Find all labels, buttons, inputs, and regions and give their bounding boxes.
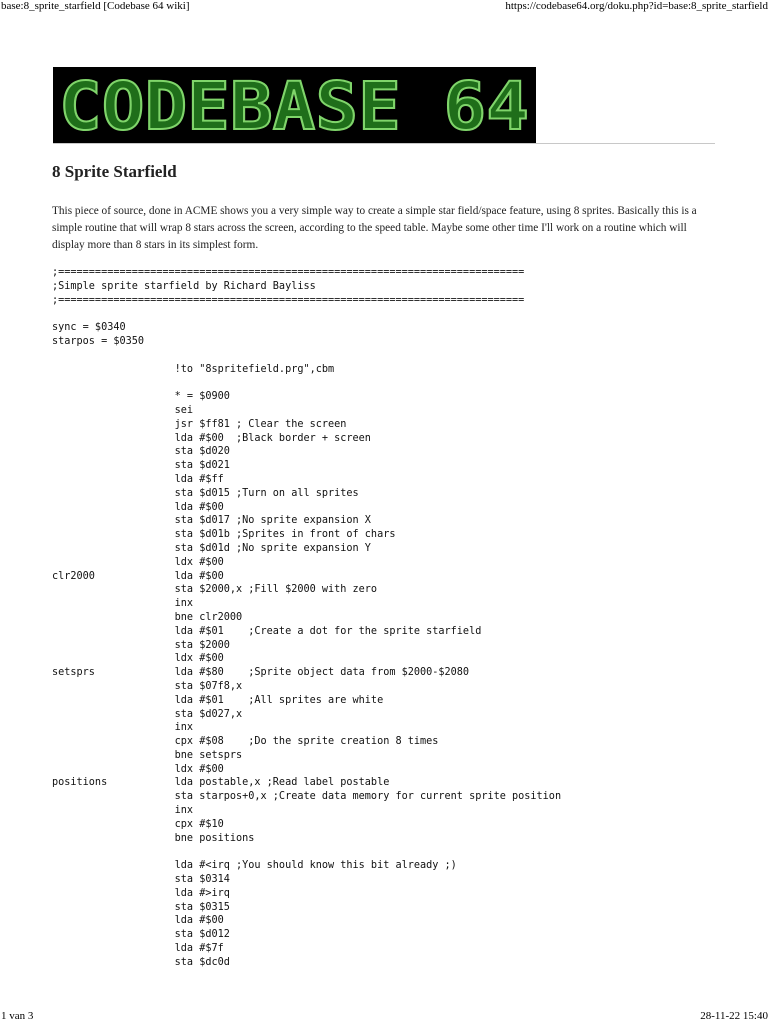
code-line: setsprs lda #$80 ;Sprite object data from $2000-$2080 bbox=[52, 667, 470, 679]
code-line: sta $0315 bbox=[52, 901, 230, 913]
print-datetime: 28-11-22 15:40 bbox=[700, 1010, 768, 1022]
code-line: ;============================================================================ bbox=[52, 294, 525, 306]
code-line: sta $d01d ;No sprite expansion Y bbox=[52, 542, 371, 554]
code-line: !to "8spritefield.prg",cbm bbox=[52, 363, 335, 375]
code-line: lda #<irq ;You should know this bit already ;) bbox=[52, 860, 457, 872]
code-line: ldx #$00 bbox=[52, 653, 224, 665]
codebase64-logo-graphic bbox=[53, 67, 536, 143]
code-line: sta $dc0d bbox=[52, 956, 230, 968]
code-line: lda #$00 ;Black border + screen bbox=[52, 432, 371, 444]
code-line: lda #$00 bbox=[52, 501, 224, 513]
code-line: sta starpos+0,x ;Create data memory for current sprite position bbox=[52, 791, 562, 803]
code-line: sta $d01b ;Sprites in front of chars bbox=[52, 529, 396, 541]
code-line: starpos = $0350 bbox=[52, 335, 145, 347]
code-block bbox=[52, 266, 561, 970]
code-line: sta $d012 bbox=[52, 929, 230, 941]
print-page-number: 1 van 3 bbox=[1, 1010, 34, 1022]
code-line: sta $d017 ;No sprite expansion X bbox=[52, 515, 371, 527]
code-line: positions lda postable,x ;Read label postable bbox=[52, 777, 390, 789]
code-line: sei bbox=[52, 404, 194, 416]
code-line: lda #$01 ;All sprites are white bbox=[52, 694, 384, 706]
code-line: sta $d015 ;Turn on all sprites bbox=[52, 487, 359, 499]
logo-text: CODEBASE 64 bbox=[59, 68, 529, 143]
code-line: cpx #$08 ;Do the sprite creation 8 times bbox=[52, 736, 439, 748]
code-line: clr2000 lda #$00 bbox=[52, 570, 224, 582]
code-line: ldx #$00 bbox=[52, 763, 224, 775]
code-line: inx bbox=[52, 722, 194, 734]
code-line: ;Simple sprite starfield by Richard Bayliss bbox=[52, 280, 316, 292]
code-line: lda #$ff bbox=[52, 473, 224, 485]
header-divider bbox=[53, 143, 715, 144]
print-url[interactable]: https://codebase64.org/doku.php?id=base:8_sprite_starfield bbox=[505, 0, 768, 12]
code-line: bne setsprs bbox=[52, 749, 243, 761]
code-line: bne clr2000 bbox=[52, 611, 243, 623]
site-logo[interactable] bbox=[53, 67, 536, 143]
code-line: ;============================================================================ bbox=[52, 267, 525, 278]
code-line: sta $d021 bbox=[52, 460, 230, 472]
code-line: cpx #$10 bbox=[52, 818, 224, 830]
code-line: inx bbox=[52, 598, 194, 610]
print-footer bbox=[0, 1008, 768, 1024]
code-line: * = $0900 bbox=[52, 391, 230, 403]
code-line: lda #>irq bbox=[52, 887, 230, 899]
code-line: lda #$7f bbox=[52, 943, 224, 955]
code-line: sta $d027,x bbox=[52, 708, 243, 720]
code-line: sta $2000,x ;Fill $2000 with zero bbox=[52, 584, 378, 596]
code-line: sta $d020 bbox=[52, 446, 230, 458]
code-line: lda #$00 bbox=[52, 915, 224, 927]
code-line: jsr $ff81 ; Clear the screen bbox=[52, 418, 347, 430]
code-line: inx bbox=[52, 805, 194, 817]
code-line: ldx #$00 bbox=[52, 556, 224, 568]
print-header bbox=[0, 0, 768, 14]
code-line: sta $07f8,x bbox=[52, 680, 243, 692]
code-line: bne positions bbox=[52, 832, 255, 844]
code-line: sta $0314 bbox=[52, 874, 230, 886]
code-line: lda #$01 ;Create a dot for the sprite starfield bbox=[52, 625, 482, 637]
code-line: sync = $0340 bbox=[52, 322, 126, 334]
code-line: sta $2000 bbox=[52, 639, 230, 651]
print-page-title: base:8_sprite_starfield [Codebase 64 wiki] bbox=[1, 0, 190, 12]
intro-paragraph: This piece of source, done in ACME shows you a very simple way to create a simple star field/space feature, using 8 sprites. Basically this is a simple routine that will wrap 8 stars across the screen, according to the speed table. Maybe some other time I'll work on a routine which will display more than 8 stars in its simplest form. bbox=[52, 205, 697, 251]
page-title: 8 Sprite Starfield bbox=[52, 162, 177, 181]
